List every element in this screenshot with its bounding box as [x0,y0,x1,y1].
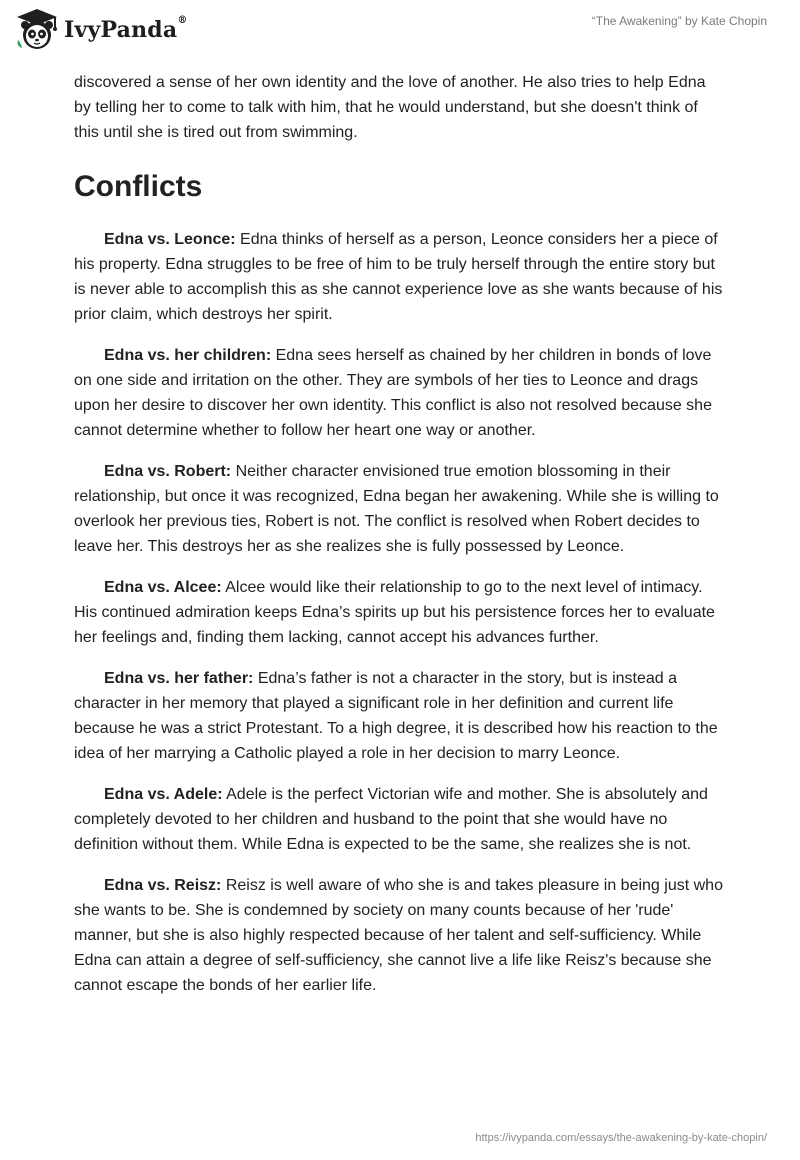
source-url-link[interactable]: https://ivypanda.com/essays/the-awakening-by-kate-chopin/ [475,1132,767,1144]
conflict-label: Edna vs. Robert: [104,463,232,480]
conflict-paragraph [74,459,724,559]
conflict-text: Edna sees herself as chained by her children in bonds of love on one side and irritation on the other. They are symbols of her ties to Leonce and drags upon her desire to discover her own identity. This conflict is also not resolved because she cannot determine whether to follow her heart one way or another. [74,347,712,439]
brand-logo[interactable] [14,6,188,52]
conflict-text: Reisz is well aware of who she is and takes pleasure in being just who she wants to be. She is condemned by society on many counts because of her 'rude' manner, but she is also highly respected because of her talent and self-sufficiency. While Edna can attain a degree of self-sufficiency, she cannot live a life like Reisz's because she cannot escape the bonds of her earlier life. [74,877,723,994]
conflict-paragraph [74,873,724,998]
conflict-label: Edna vs. Adele: [104,786,223,803]
conflict-text: Alcee would like their relationship to go to the next level of intimacy. His continued admiration keeps Edna’s spirits up but his persistence forces her to evaluate her feelings and, finding them lacking, cannot accept his advances further. [74,579,715,646]
conflict-text: Edna thinks of herself as a person, Leonce considers her a piece of his property. Edna struggles to be free of him to be truly herself through the entire story but is never able to accomplish this as she cannot experience love as she wants because of his prior claim, which destroys her spirit. [74,231,723,323]
conflict-paragraph [74,227,724,327]
intro-paragraph: discovered a sense of her own identity and the love of another. He also tries to help Edna by telling her to come to talk with him, that he would understand, but she doesn't think of this until she is tired out from swimming. [74,74,706,141]
conflict-label: Edna vs. her children: [104,347,272,364]
conflict-paragraph [74,782,724,857]
conflict-text: Neither character envisioned true emotion blossoming in their relationship, but once it was recognized, Edna began her awakening. While she is willing to overlook her previous ties, Robert is not. The conflict is resolved when Robert decides to leave her. This destroys her as she realizes she is fully possessed by Leonce. [74,463,719,555]
conflict-text: Edna’s father is not a character in the story, but is instead a character in her memory that played a significant role in her definition and current life because he was a strict Protestant. To a high degree, it is described how his reaction to the idea of her marrying a Catholic played a role in her decision to marry Leonce. [74,670,718,762]
conflict-paragraph [74,575,724,650]
document-title: “The Awakening” by Kate Chopin [591,14,767,28]
panda-logo-icon [14,6,60,52]
conflict-label: Edna vs. Reisz: [104,877,222,894]
essay-content [74,70,724,1014]
conflict-label: Edna vs. Alcee: [104,579,222,596]
section-heading: Conflicts [74,170,203,203]
conflict-text: Adele is the perfect Victorian wife and mother. She is absolutely and completely devoted to her children and husband to the point that she would have no definition without them. While Edna is expected to be the same, she realizes she is not. [74,786,708,853]
conflict-label: Edna vs. Leonce: [104,231,236,248]
conflict-paragraph [74,343,724,443]
conflict-paragraph [74,666,724,766]
page-header [0,0,800,70]
conflict-label: Edna vs. her father: [104,670,254,687]
brand-name: IvyPanda® [64,15,188,43]
